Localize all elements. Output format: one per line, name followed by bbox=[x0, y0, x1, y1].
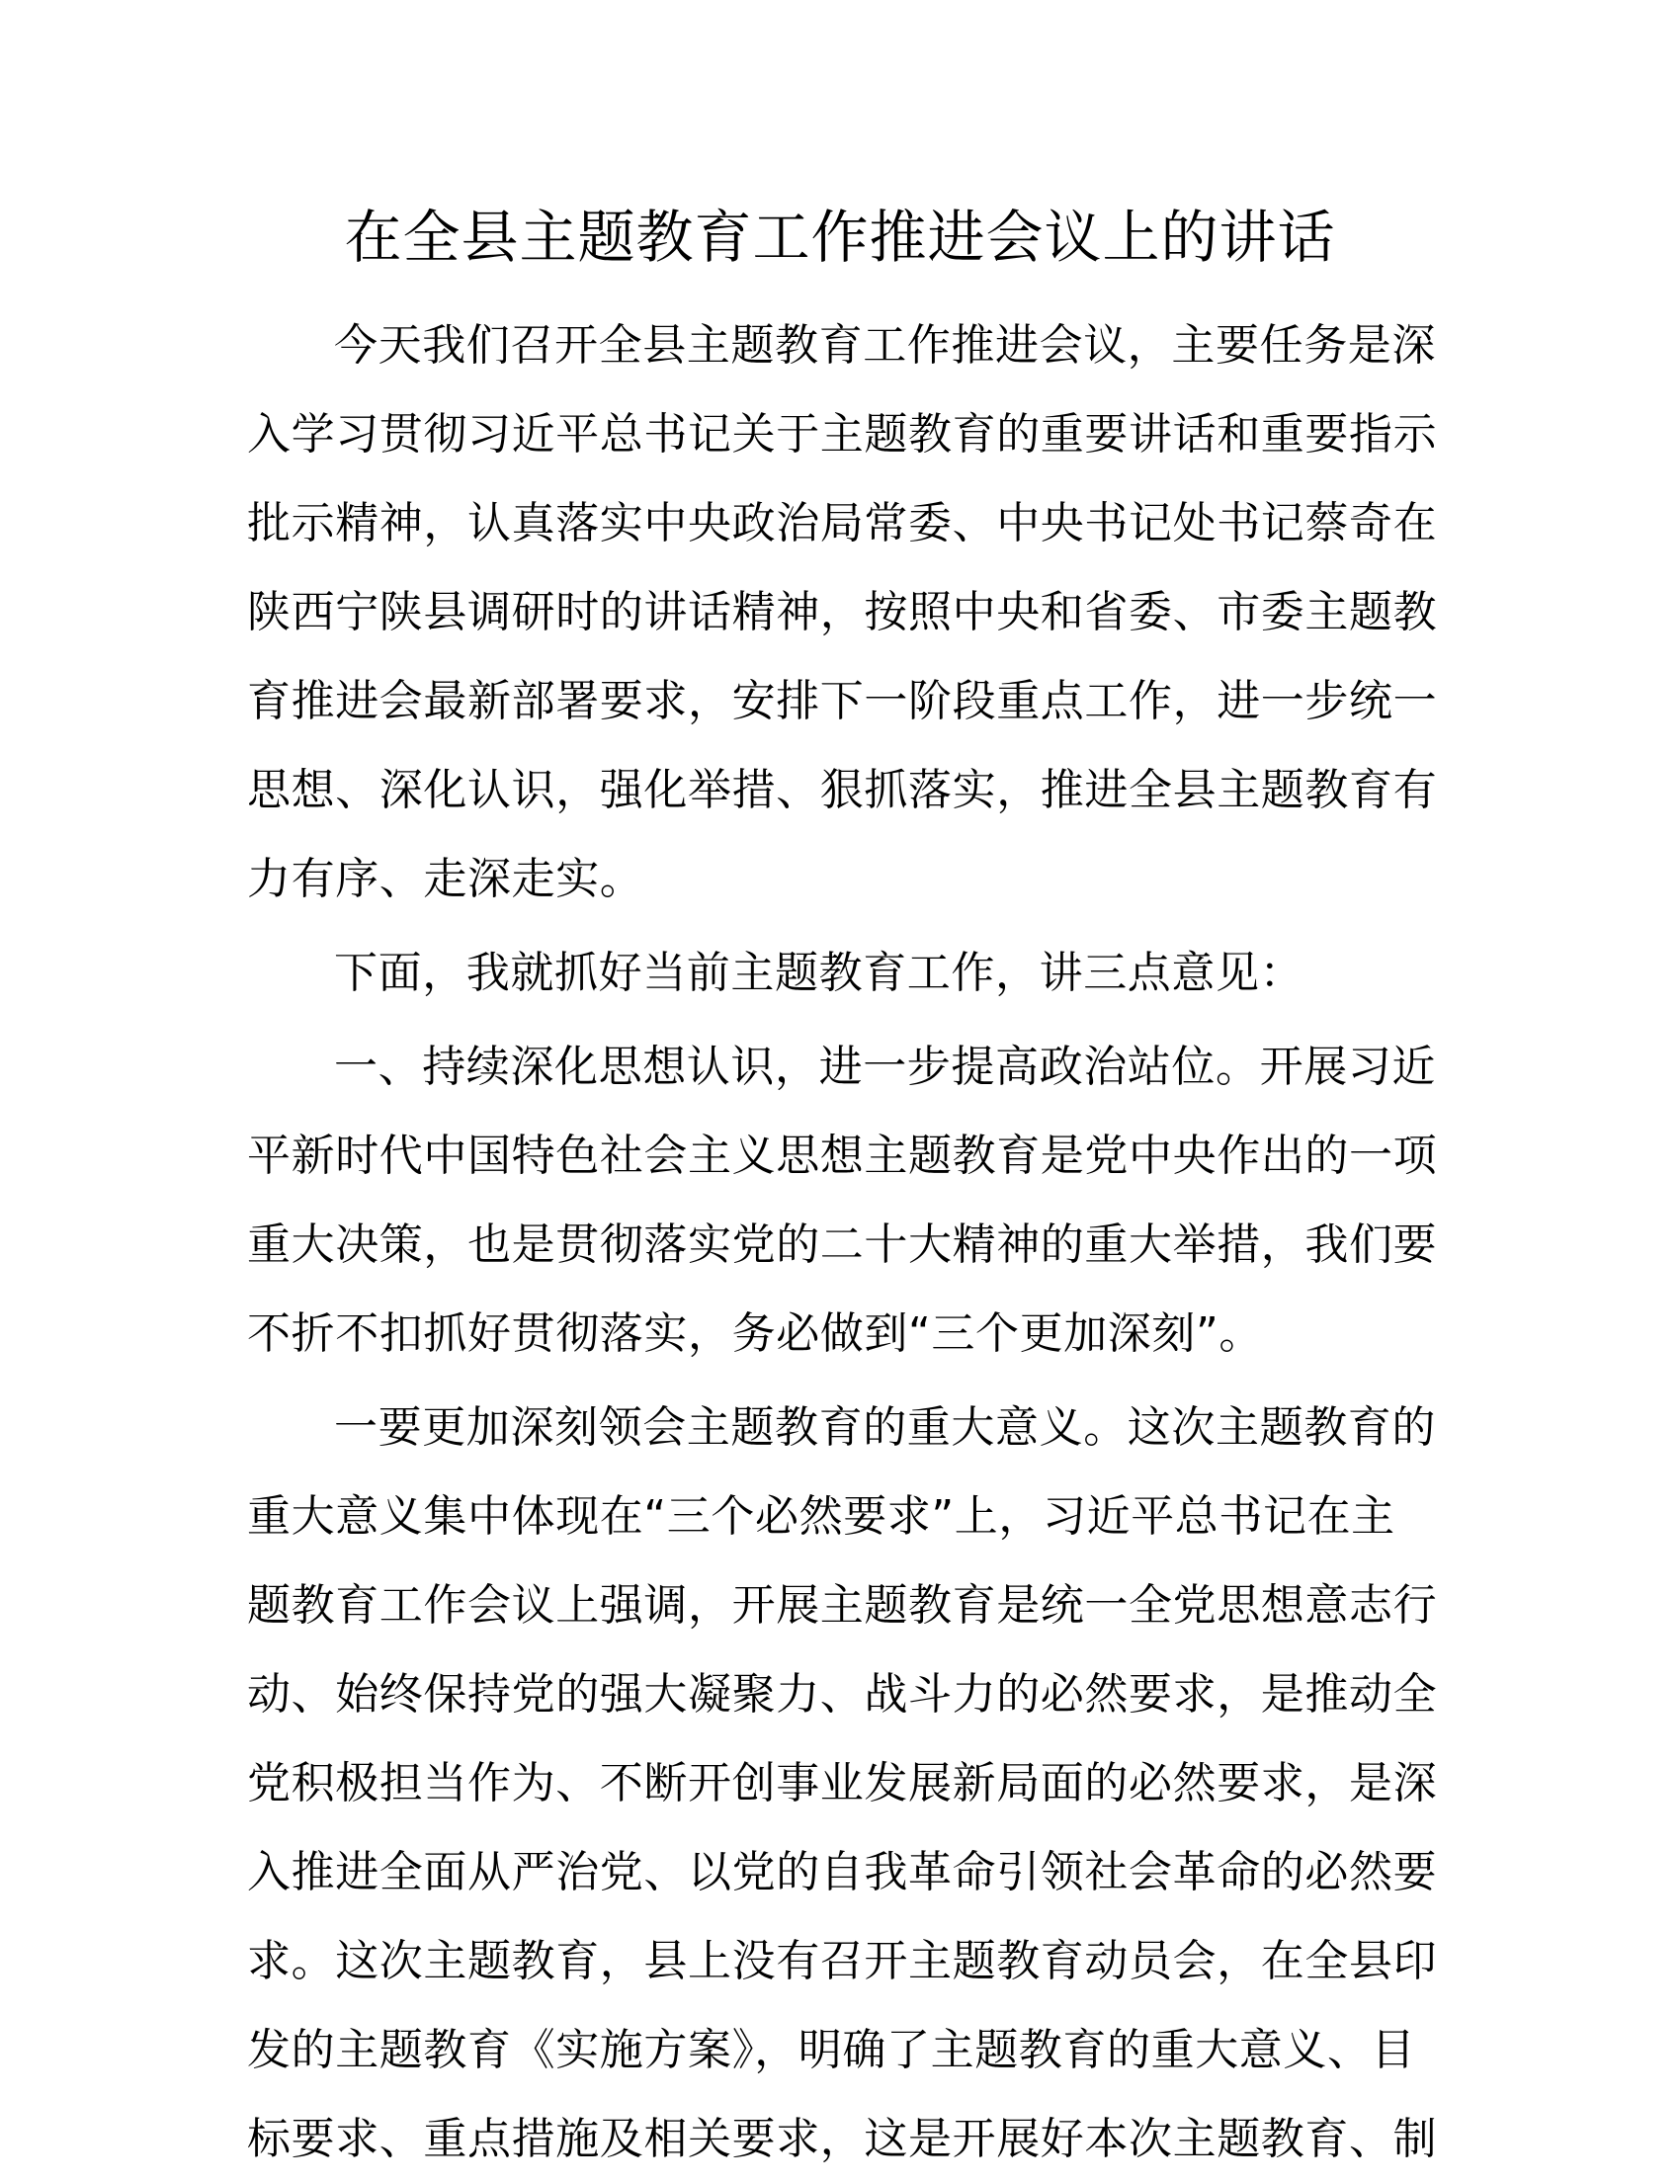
text-line: 今天我们召开全县主题教育工作推进会议，主要任务是深 bbox=[334, 320, 1436, 371]
text-line: 标要求、重点措施及相关要求，这是开展好本次主题教育、制 bbox=[247, 2114, 1438, 2164]
paragraph-outline bbox=[247, 929, 1433, 1018]
text-line: 力有序、走深走实。 bbox=[247, 854, 644, 904]
text-line: 批示精神，认真落实中央政治局常委、中央书记处书记蔡奇在 bbox=[247, 498, 1438, 548]
text-line: 平新时代中国特色社会主义思想主题教育是党中央作出的一项 bbox=[247, 1131, 1438, 1181]
text-line: 求。这次主题教育，县上没有召开主题教育动员会，在全县印 bbox=[247, 1936, 1438, 1986]
document-body bbox=[247, 301, 1438, 2184]
text-line: 不折不扣抓好贯彻落实，务必做到“三个更加深刻”。 bbox=[247, 1308, 1263, 1359]
text-line: 发的主题教育《实施方案》，明确了主题教育的重大意义、目 bbox=[247, 2025, 1416, 2075]
text-line: 下面，我就抓好当前主题教育工作，讲三点意见： bbox=[334, 948, 1304, 998]
paragraph-point-one bbox=[247, 1384, 1438, 2184]
text-line: 入推进全面从严治党、以党的自我革命引领社会革命的必然要 bbox=[247, 1847, 1438, 1897]
text-line: 题教育工作会议上强调，开展主题教育是统一全党思想意志行 bbox=[247, 1580, 1438, 1631]
document-title: 在全县主题教育工作推进会议上的讲话 bbox=[344, 204, 1336, 271]
paragraph-intro bbox=[247, 301, 1438, 924]
text-line: 一要更加深刻领会主题教育的重大意义。这次主题教育的 bbox=[334, 1402, 1436, 1453]
text-line: 育推进会最新部署要求，安排下一阶段重点工作，进一步统一 bbox=[247, 676, 1438, 726]
text-line: 一、持续深化思想认识，进一步提高政治站位。开展习近 bbox=[334, 1042, 1436, 1092]
paragraph-section-one bbox=[247, 1023, 1438, 1379]
text-line: 思想、深化认识，强化举措、狠抓落实，推进全县主题教育有 bbox=[247, 765, 1438, 815]
text-line: 陕西宁陕县调研时的讲话精神，按照中央和省委、市委主题教 bbox=[247, 587, 1438, 637]
text-line: 重大决策，也是贯彻落实党的二十大精神的重大举措，我们要 bbox=[247, 1219, 1438, 1270]
text-line: 重大意义集中体现在“三个必然要求”上，习近平总书记在主 bbox=[247, 1491, 1395, 1542]
text-line: 党积极担当作为、不断开创事业发展新局面的必然要求，是深 bbox=[247, 1758, 1438, 1808]
text-line: 动、始终保持党的强大凝聚力、战斗力的必然要求，是推动全 bbox=[247, 1669, 1438, 1720]
text-line: 入学习贯彻习近平总书记关于主题教育的重要讲话和重要指示 bbox=[247, 409, 1438, 460]
